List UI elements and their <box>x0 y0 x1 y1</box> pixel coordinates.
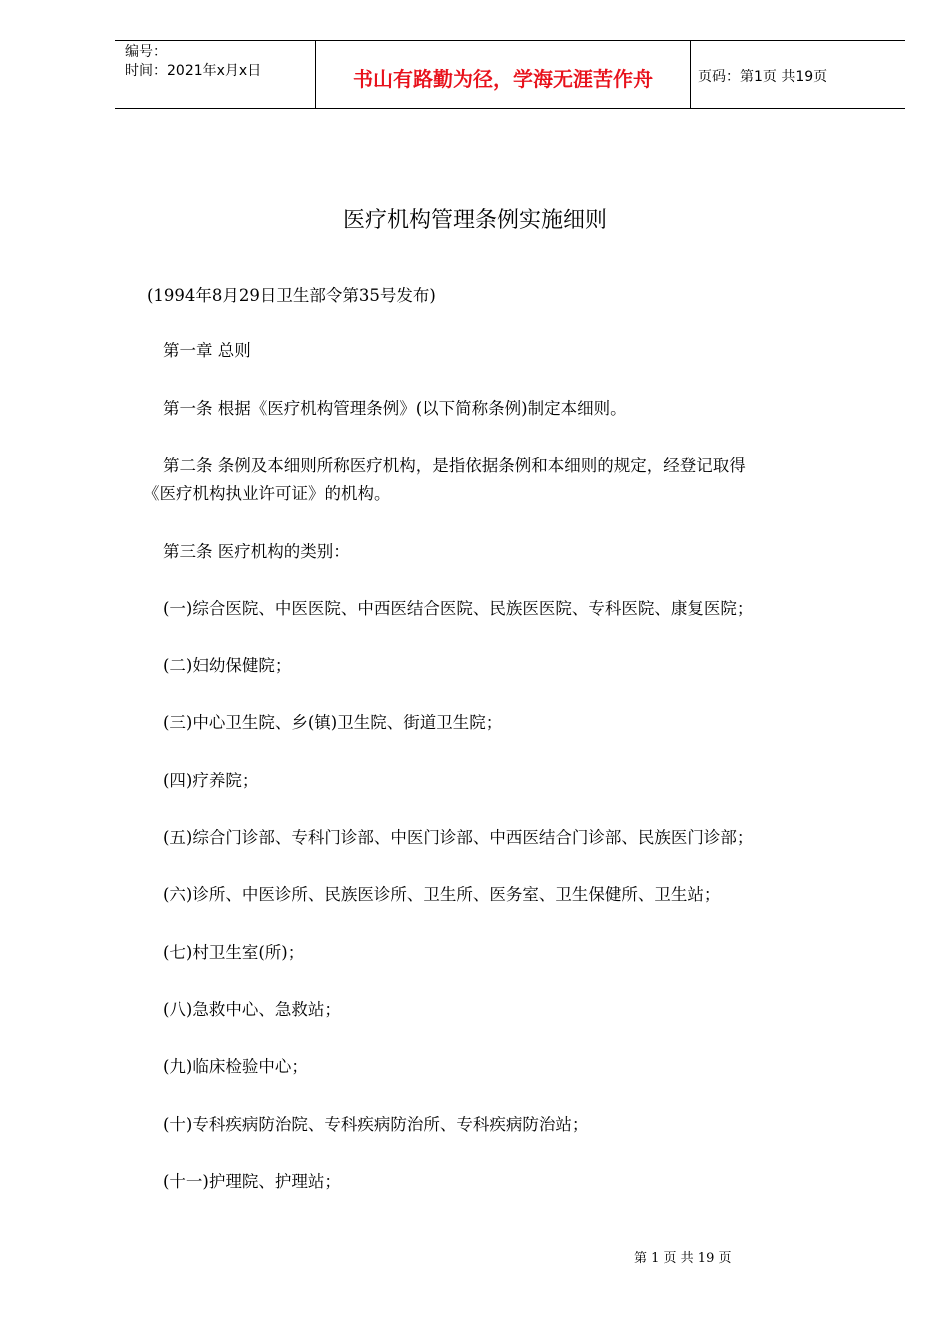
article-3: 第三条 医疗机构的类别： <box>163 542 350 561</box>
list-item: (一)综合医院、中医医院、中西医结合医院、民族医医院、专科医院、康复医院； <box>163 599 754 618</box>
chapter-heading: 第一章 总则 <box>163 341 251 360</box>
page-footer: 第 1 页 共 19 页 <box>634 1251 732 1266</box>
header-motto-cell <box>315 41 691 108</box>
header-motto: 书山有路勤为径，学海无涯苦作舟 <box>353 67 653 91</box>
document-number-label: 编号： <box>125 44 167 60</box>
header-page-info: 页码：第1页 共19页 <box>698 69 828 85</box>
header-meta-cell <box>115 41 315 108</box>
issuance-note: (1994年8月29日卫生部令第35号发布) <box>147 286 436 305</box>
list-item: (十)专科疾病防治院、专科疾病防治所、专科疾病防治站； <box>163 1115 589 1134</box>
list-item: (二)妇幼保健院； <box>163 656 292 675</box>
list-item: (六)诊所、中医诊所、民族医诊所、卫生所、医务室、卫生保健所、卫生站； <box>163 885 721 904</box>
page-header <box>115 40 905 109</box>
document-time-label: 时间：2021年x月x日 <box>125 63 262 79</box>
list-item: (三)中心卫生院、乡(镇)卫生院、街道卫生院； <box>163 713 503 732</box>
list-item: (七)村卫生室(所)； <box>163 943 305 962</box>
article-2-line-2: 《医疗机构执业许可证》的机构。 <box>143 484 391 503</box>
list-item: (八)急救中心、急救站； <box>163 1000 341 1019</box>
article-2-line-1: 第二条 条例及本细则所称医疗机构，是指依据条例和本细则的规定，经登记取得 <box>163 456 746 475</box>
document-title: 医疗机构管理条例实施细则 <box>342 208 607 233</box>
list-item: (九)临床检验中心； <box>163 1057 308 1076</box>
list-item: (五)综合门诊部、专科门诊部、中医门诊部、中西医结合门诊部、民族医门诊部； <box>163 828 754 847</box>
article-1: 第一条 根据《医疗机构管理条例》(以下简称条例)制定本细则。 <box>163 399 627 418</box>
header-page-cell <box>690 41 905 108</box>
list-item: (十一)护理院、护理站； <box>163 1172 341 1191</box>
list-item: (四)疗养院； <box>163 771 259 790</box>
